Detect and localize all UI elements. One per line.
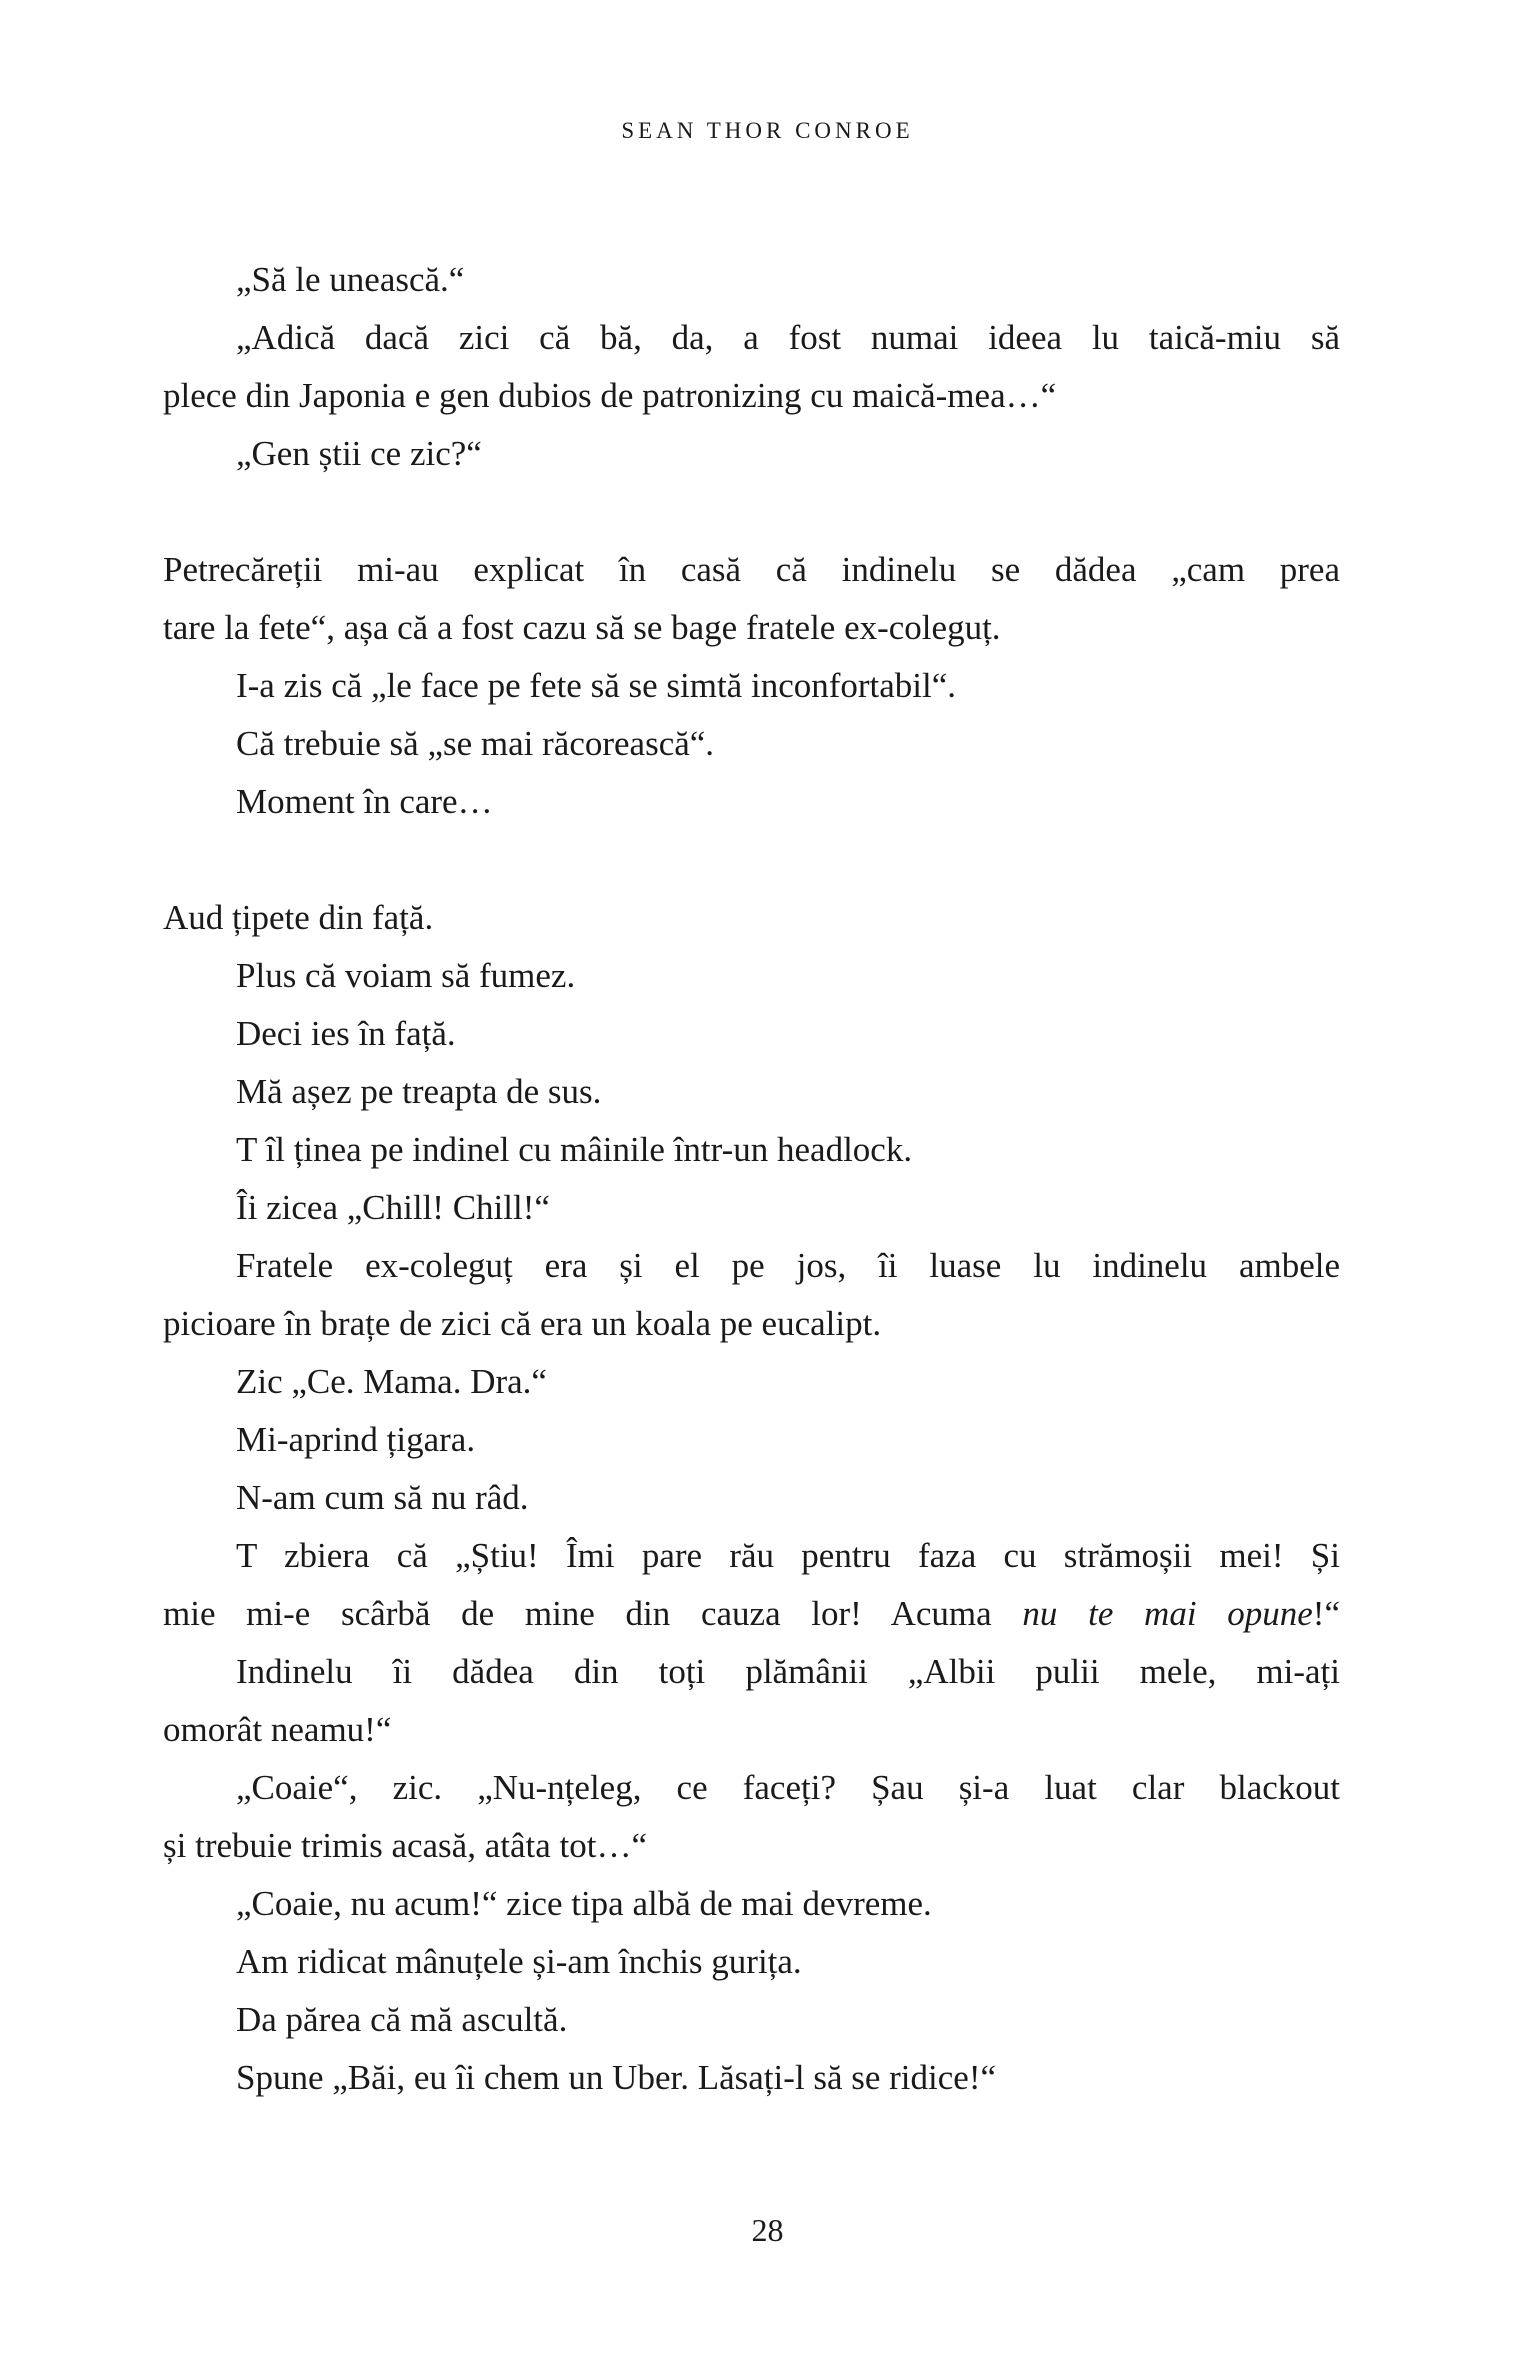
line-text: Plus că voiam să fumez. bbox=[236, 956, 576, 995]
text-line bbox=[163, 1063, 1340, 1121]
text-line bbox=[163, 2049, 1340, 2107]
text-line bbox=[163, 367, 1340, 425]
line-text: mie mi-e scârbă de mine din cauza lor! Acuma bbox=[163, 1594, 1023, 1633]
line-text: T îl ținea pe indinel cu mâinile într-un headlock. bbox=[236, 1130, 913, 1169]
line-text: „Să le unească.“ bbox=[236, 260, 465, 299]
line-text: Spune „Băi, eu îi chem un Uber. Lăsați-l să se ridice!“ bbox=[236, 2058, 997, 2097]
running-head: SEAN THOR CONROE bbox=[621, 118, 914, 143]
text-line bbox=[163, 657, 1340, 715]
line-text: Mă așez pe treapta de sus. bbox=[236, 1072, 602, 1111]
line-text: tare la fete“, așa că a fost cazu să se bage fratele ex-coleguț. bbox=[163, 608, 1001, 647]
line-text: și trebuie trimis acasă, atâta tot…“ bbox=[163, 1826, 647, 1865]
text-line bbox=[163, 1643, 1340, 1701]
italic-text: nu te mai opune bbox=[1022, 1594, 1313, 1633]
line-text: „Coaie, nu acum!“ zice tipa albă de mai devreme. bbox=[236, 1884, 932, 1923]
text-line bbox=[163, 425, 1340, 483]
line-text: Deci ies în față. bbox=[236, 1014, 456, 1053]
text-line bbox=[163, 1295, 1340, 1353]
text-line bbox=[163, 773, 1340, 831]
line-text: I-a zis că „le face pe fete să se simtă inconfortabil“. bbox=[236, 666, 957, 705]
text-line bbox=[163, 1527, 1340, 1585]
text-line bbox=[163, 947, 1340, 1005]
line-text: Fratele ex-coleguț era și el pe jos, îi luase lu indinelu ambele bbox=[236, 1246, 1340, 1285]
text-line bbox=[163, 1817, 1340, 1875]
line-text: Petrecăreții mi-au explicat în casă că indinelu se dădea „cam prea bbox=[163, 550, 1340, 589]
text-line bbox=[163, 1585, 1340, 1643]
text-line bbox=[163, 599, 1340, 657]
line-text: Mi-aprind țigara. bbox=[236, 1420, 476, 1459]
line-text: Moment în care… bbox=[236, 782, 493, 821]
text-line bbox=[163, 715, 1340, 773]
text-line bbox=[163, 1991, 1340, 2049]
text-line bbox=[163, 1701, 1340, 1759]
line-text: Da părea că mă ascultă. bbox=[236, 2000, 568, 2039]
text-line bbox=[163, 889, 1340, 947]
text-line bbox=[163, 1237, 1340, 1295]
line-text: T zbiera că „Știu! Îmi pare rău pentru faza cu strămoșii mei! Și bbox=[236, 1536, 1340, 1575]
page-number: 28 bbox=[751, 2212, 784, 2248]
line-text: Că trebuie să „se mai răcorească“. bbox=[236, 724, 715, 763]
line-text: „Adică dacă zici că bă, da, a fost numai ideea lu taică-miu să bbox=[236, 318, 1340, 357]
text-line bbox=[163, 1759, 1340, 1817]
text-line bbox=[163, 1353, 1340, 1411]
line-text: plece din Japonia e gen dubios de patronizing cu maică-mea…“ bbox=[163, 376, 1057, 415]
text-line bbox=[163, 1411, 1340, 1469]
text-line bbox=[163, 1469, 1340, 1527]
line-text: Indinelu îi dădea din toți plămânii „Albii pulii mele, mi-ați bbox=[236, 1652, 1340, 1691]
line-text: „Gen știi ce zic?“ bbox=[236, 434, 482, 473]
text-line bbox=[163, 1875, 1340, 1933]
text-line bbox=[163, 1933, 1340, 1991]
text-line bbox=[163, 309, 1340, 367]
text-line bbox=[163, 1005, 1340, 1063]
line-text: omorât neamu!“ bbox=[163, 1710, 392, 1749]
line-text: N-am cum să nu râd. bbox=[236, 1478, 529, 1517]
line-text: „Coaie“, zic. „Nu-nțeleg, ce faceți? Șau și-a luat clar blackout bbox=[236, 1768, 1340, 1807]
text-line bbox=[163, 541, 1340, 599]
text-line bbox=[163, 1179, 1340, 1237]
text-line bbox=[163, 251, 1340, 309]
line-text: Am ridicat mânuțele și-am închis gurița. bbox=[236, 1942, 802, 1981]
line-text: picioare în brațe de zici că era un koala pe eucalipt. bbox=[163, 1304, 882, 1343]
line-text: !“ bbox=[1312, 1594, 1340, 1633]
line-text: Îi zicea „Chill! Chill!“ bbox=[236, 1188, 550, 1227]
line-text: Aud țipete din față. bbox=[163, 898, 434, 937]
text-line bbox=[163, 1121, 1340, 1179]
line-text: Zic „Ce. Mama. Dra.“ bbox=[236, 1362, 547, 1401]
